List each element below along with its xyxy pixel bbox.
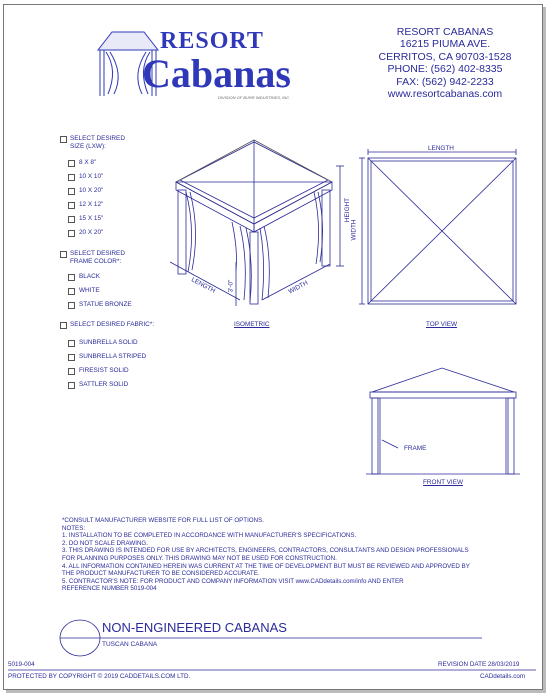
size-option: 15 X 15" <box>79 215 104 222</box>
iso-length-label: LENGTH <box>190 276 217 295</box>
caddetails-link[interactable]: CADdetails.com <box>480 673 526 680</box>
iso-width-label: WIDTH <box>287 279 310 296</box>
company-website[interactable]: www.resortcabanas.com <box>387 88 503 101</box>
size-option: 8 X 8" <box>79 159 97 166</box>
iso-clearance-label: 3'-0" <box>227 279 235 293</box>
copyright-notice: PROTECTED BY COPYRIGHT © 2019 CADDETAILS.COM LTD. <box>8 673 191 680</box>
top-view-drawing <box>359 149 516 304</box>
size-checkbox[interactable] <box>68 174 75 181</box>
frame-color-checkbox[interactable] <box>68 288 75 295</box>
revision-date: REVISION DATE 28/03/2019 <box>438 661 520 668</box>
note-line: 5. CONTRACTOR'S NOTE: FOR PRODUCT AND COMPANY INFORMATION VISIT www.CADdetails.com/info AND ENTER <box>62 577 404 585</box>
frame-color-select-checkbox[interactable] <box>60 251 67 258</box>
company-fax: FAX: (562) 942-2233 <box>396 75 494 88</box>
company-address1: 16215 PIUMA AVE. <box>399 38 491 51</box>
fabric-checkbox[interactable] <box>68 354 75 361</box>
frame-color-option: STATUE BRONZE <box>79 301 132 308</box>
top-length-label: LENGTH <box>428 145 454 152</box>
note-line: REFERENCE NUMBER 5019-004 <box>62 585 157 593</box>
size-select-checkbox[interactable] <box>60 136 67 143</box>
size-option: 10 X 20" <box>79 187 104 194</box>
size-option: 20 X 20" <box>79 229 104 236</box>
fabric-checkbox[interactable] <box>68 368 75 375</box>
fabric-option: FIRESIST SOLID <box>79 367 129 374</box>
company-name: RESORT CABANAS <box>396 26 494 38</box>
size-checkbox[interactable] <box>68 160 75 167</box>
logo-resort: RESORT <box>160 28 264 54</box>
fabric-option: SUNBRELLA STRIPED <box>79 353 147 360</box>
size-label-1: SELECT DESIRED <box>70 135 125 142</box>
size-option: 10 X 10" <box>79 173 104 180</box>
size-label-2: SIZE (LXW): <box>70 143 106 150</box>
logo-cabanas: Cabanas <box>142 51 291 96</box>
isometric-view-label: ISOMETRIC <box>234 321 270 328</box>
fabric-checkbox[interactable] <box>68 382 75 389</box>
frame-callout-label: FRAME <box>404 445 427 452</box>
note-line: 3. THIS DRAWING IS INTENDED FOR USE BY ARCHITECTS, ENGINEERS, CONTRACTORS, CONSULTANTS AND DESIGN PROFESSIONALS <box>62 547 469 555</box>
notes-block <box>62 517 470 593</box>
top-width-label: WIDTH <box>350 219 358 241</box>
size-checkbox[interactable] <box>68 188 75 195</box>
size-checkbox[interactable] <box>68 202 75 209</box>
note-line: THE PRODUCT MANUFACTURER TO BE CONSIDERED ACCURATE. <box>62 570 260 578</box>
company-phone: PHONE: (562) 402-8335 <box>387 63 503 76</box>
reference-number: 5019-004 <box>8 661 35 668</box>
note-line: FOR PLANNING PURPOSES ONLY. THIS DRAWING MAY NOT BE USED FOR CONSTRUCTION. <box>62 554 337 562</box>
consult-note: *CONSULT MANUFACTURER WEBSITE FOR FULL LIST OF OPTIONS. <box>62 517 264 524</box>
fabric-label: SELECT DESIRED FABRIC*: <box>70 321 155 328</box>
logo-division: DIVISION OF BURR INDUSTRIES, INC. <box>218 95 291 100</box>
fabric-checkbox[interactable] <box>68 340 75 347</box>
top-view-label: TOP VIEW <box>426 321 458 328</box>
notes-heading: NOTES: <box>62 524 86 532</box>
iso-height-label: HEIGHT <box>344 197 352 223</box>
note-line: 1. INSTALLATION TO BE COMPLETED IN ACCORDANCE WITH MANUFACTURER'S SPECIFICATIONS. <box>62 532 357 540</box>
frame-color-option: BLACK <box>79 273 100 280</box>
front-view-label: FRONT VIEW <box>423 479 464 486</box>
frame-label-1: SELECT DESIRED <box>70 250 125 257</box>
fabric-select-checkbox[interactable] <box>60 322 67 329</box>
frame-label-2: FRAME COLOR*: <box>70 258 122 265</box>
fabric-option: SATTLER SOLID <box>79 381 129 388</box>
frame-color-option: WHITE <box>79 287 100 294</box>
note-line: 2. DO NOT SCALE DRAWING. <box>62 539 148 547</box>
company-address2: CERRITOS, CA 90703-1528 <box>378 50 512 63</box>
note-line: 4. ALL INFORMATION CONTAINED HEREIN WAS CURRENT AT THE TIME OF DEVELOPMENT BUT MUST BE REVIEWED AND APPROVED BY <box>62 562 470 570</box>
size-option: 12 X 12" <box>79 201 104 208</box>
size-checkbox[interactable] <box>68 230 75 237</box>
fabric-option: SUNBRELLA SOLID <box>79 339 138 346</box>
frame-color-checkbox[interactable] <box>68 274 75 281</box>
frame-color-checkbox[interactable] <box>68 302 75 309</box>
drawing-title: NON-ENGINEERED CABANAS <box>102 620 287 635</box>
company-info <box>370 26 520 100</box>
front-view-drawing <box>366 368 520 474</box>
drawing-subtitle: TUSCAN CABANA <box>102 641 158 648</box>
size-checkbox[interactable] <box>68 216 75 223</box>
